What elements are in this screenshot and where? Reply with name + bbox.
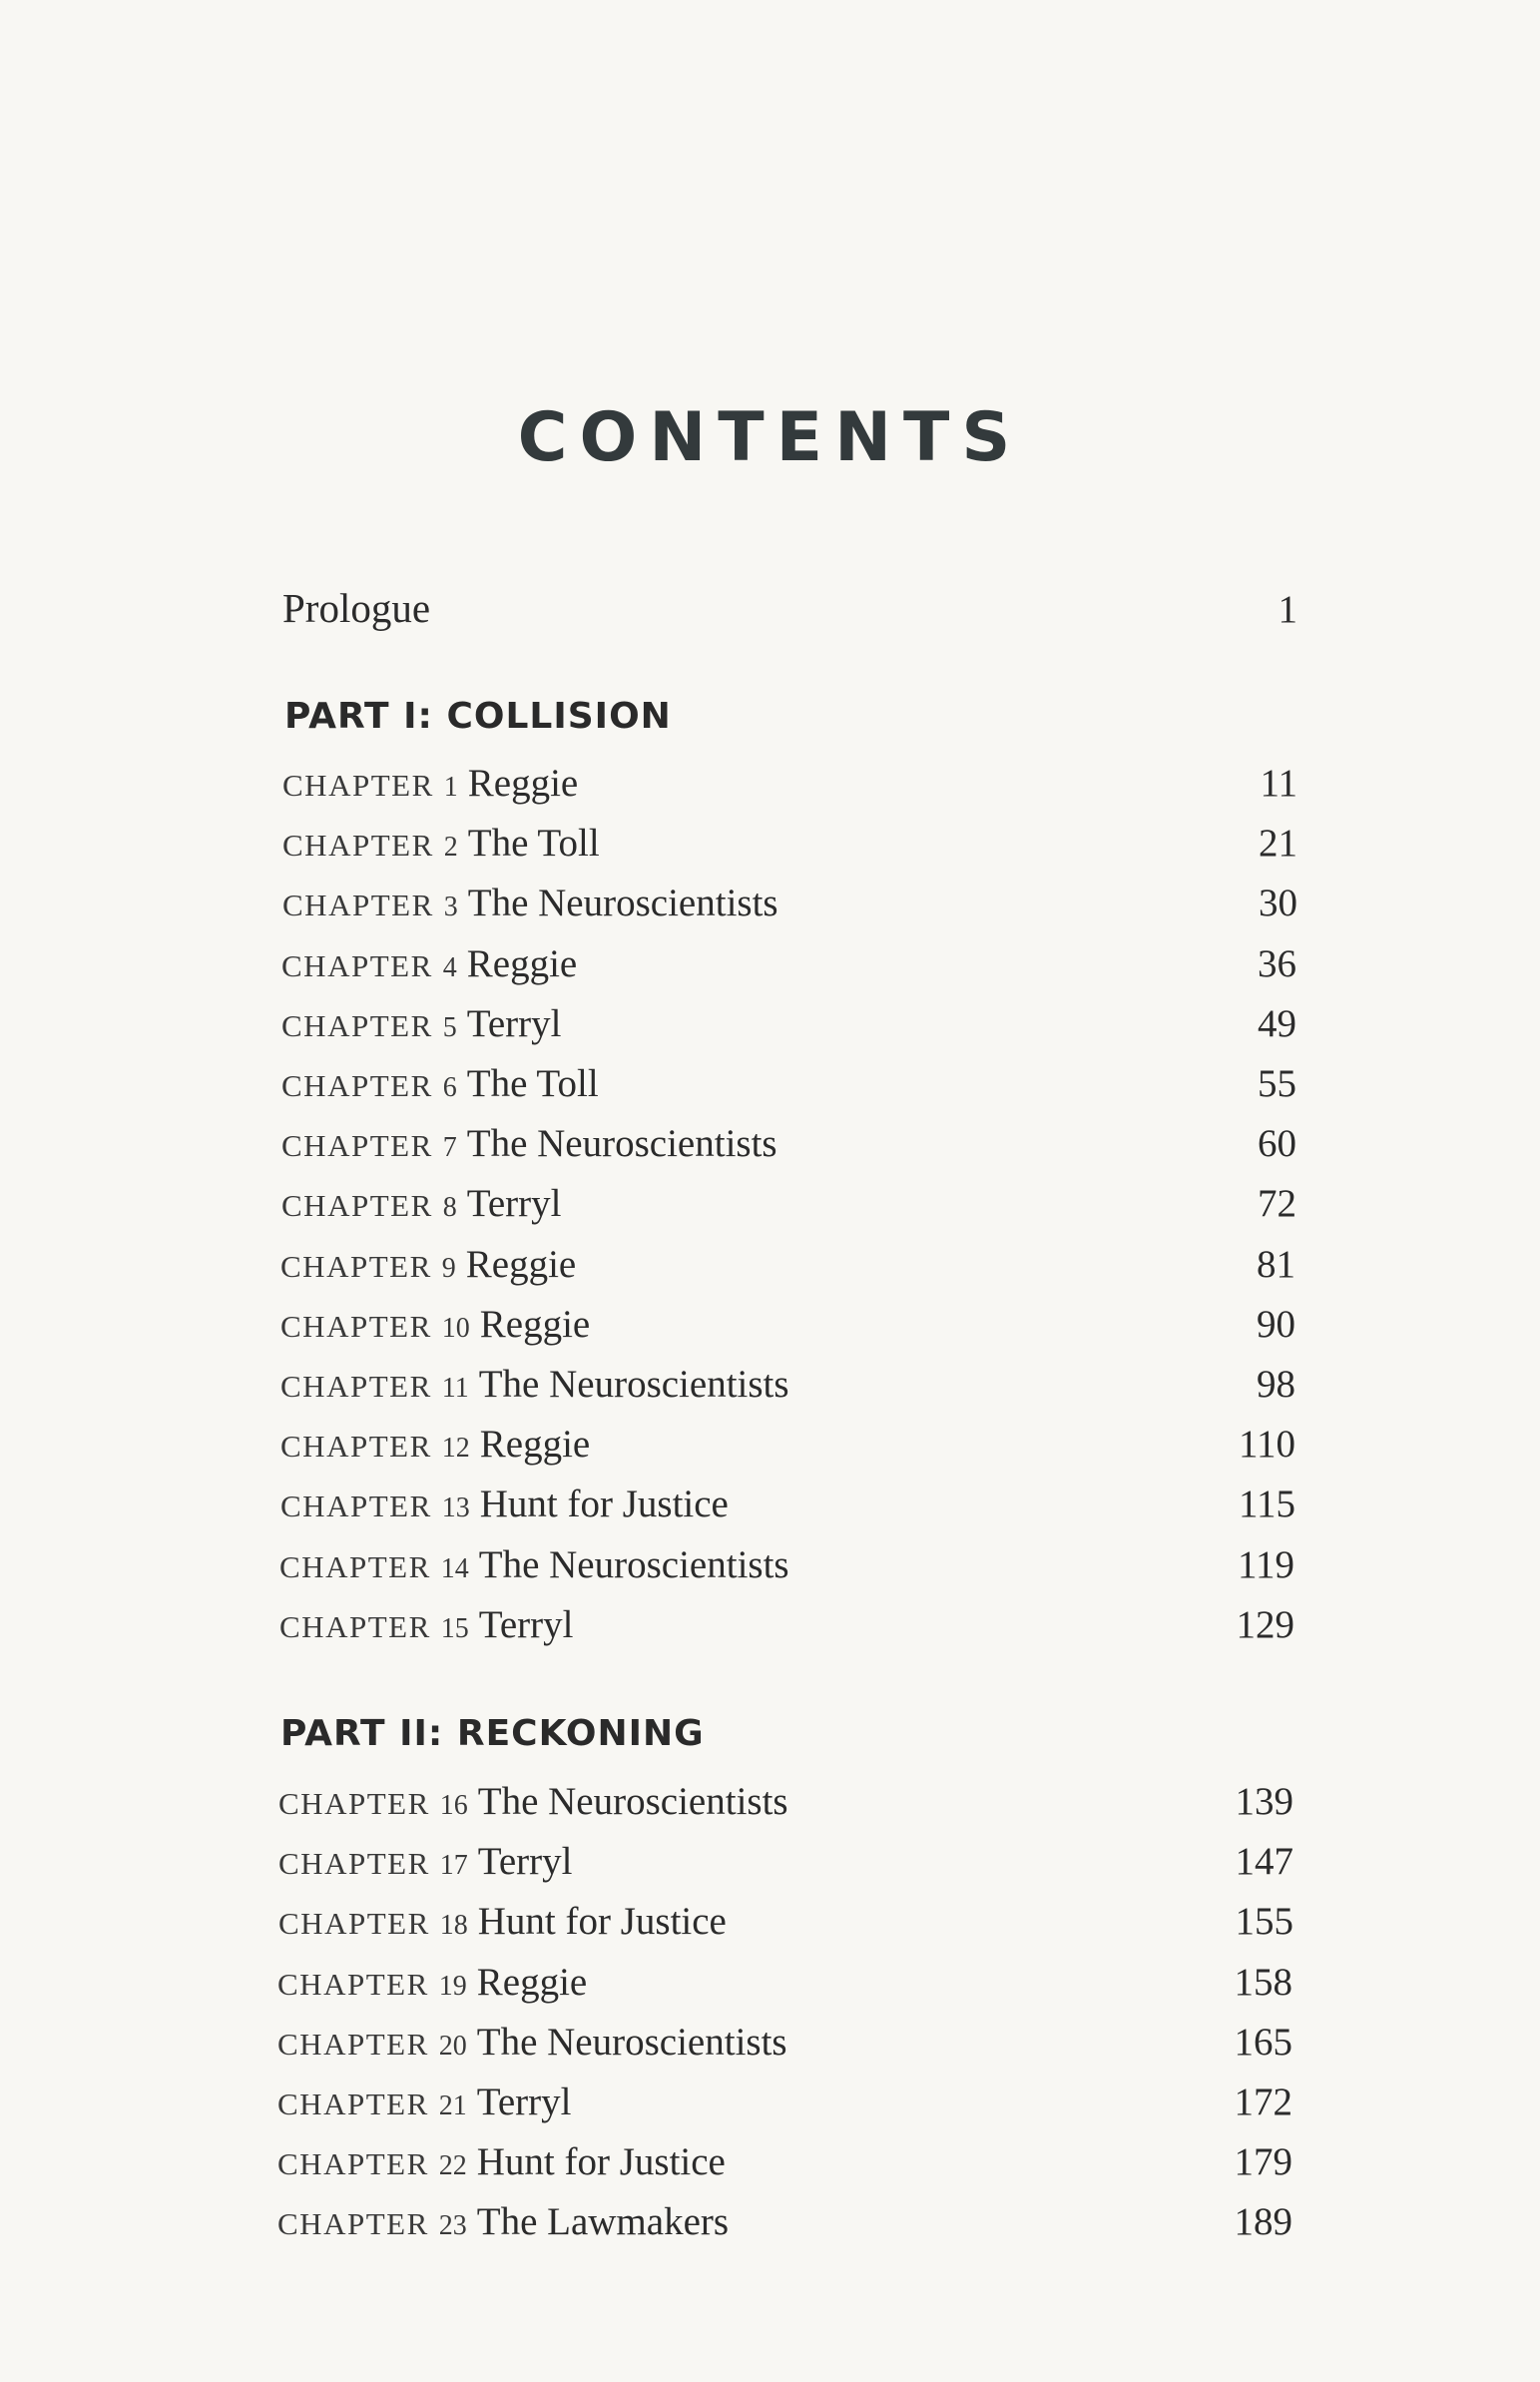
toc-entry-chapter[interactable]: [280, 1302, 1295, 1360]
page-number: 139: [1235, 1780, 1293, 1823]
chapter-prefix: CHAPTER: [277, 2146, 429, 2181]
chapter-number: 21: [438, 2090, 467, 2121]
chapter-number: 20: [438, 2031, 467, 2062]
chapter-prefix: CHAPTER: [280, 1429, 432, 1464]
page-number: 81: [1257, 1243, 1295, 1286]
page-number: 72: [1258, 1182, 1296, 1225]
chapter-label: [280, 1482, 729, 1526]
chapter-label: [281, 1001, 561, 1046]
toc-entry-chapter[interactable]: [277, 2080, 1292, 2137]
chapter-label: [278, 1779, 788, 1824]
toc-entry-chapter[interactable]: [280, 1482, 1295, 1539]
chapter-number: 6: [442, 1072, 457, 1103]
chapter-number: 23: [438, 2210, 467, 2241]
toc-entry-chapter[interactable]: [277, 1960, 1292, 2018]
chapter-number: 4: [442, 952, 457, 983]
chapter-number: 5: [442, 1012, 457, 1043]
page-number: 179: [1234, 2140, 1292, 2183]
chapter-prefix: CHAPTER: [278, 1786, 430, 1821]
chapter-number: 7: [442, 1132, 457, 1163]
chapter-label: [281, 941, 577, 986]
page-number: 36: [1258, 942, 1296, 985]
chapter-label: [278, 1839, 572, 1884]
chapter-number: 17: [439, 1850, 468, 1881]
chapter-number: 22: [438, 2150, 467, 2181]
chapter-label: [277, 2020, 787, 2065]
chapter-prefix: CHAPTER: [278, 1846, 430, 1881]
chapter-title: Hunt for Justice: [476, 2140, 726, 2183]
toc-entry-chapter[interactable]: [282, 821, 1297, 879]
chapter-prefix: CHAPTER: [281, 948, 433, 983]
chapter-title: The Neuroscientists: [467, 882, 778, 924]
toc-entry-chapter[interactable]: [279, 1602, 1294, 1660]
chapter-prefix: CHAPTER: [277, 2027, 429, 2062]
chapter-prefix: CHAPTER: [277, 1967, 429, 2002]
chapter-title: Terryl: [466, 1182, 562, 1225]
chapter-title: The Neuroscientists: [477, 1780, 788, 1823]
chapter-number: 16: [439, 1790, 468, 1821]
chapter-title: Reggie: [476, 1961, 588, 2004]
chapter-title: Terryl: [476, 2081, 572, 2123]
chapter-label: [277, 2139, 726, 2184]
page-title: CONTENTS: [517, 398, 1023, 477]
chapter-label: [279, 1542, 789, 1587]
page-number: 119: [1237, 1543, 1294, 1586]
chapter-number: 13: [441, 1492, 470, 1523]
chapter-title: The Neuroscientists: [466, 1122, 777, 1165]
toc-entry-chapter[interactable]: [278, 1839, 1293, 1897]
chapter-number: 10: [441, 1313, 470, 1344]
toc-entry-chapter[interactable]: [281, 1061, 1296, 1119]
chapter-number: 3: [443, 892, 458, 922]
chapter-label: [280, 1242, 576, 1287]
chapter-title: Hunt for Justice: [477, 1900, 727, 1943]
chapter-prefix: CHAPTER: [281, 1068, 433, 1103]
chapter-prefix: CHAPTER: [281, 1188, 433, 1223]
toc-entry-chapter[interactable]: [280, 1242, 1295, 1300]
chapter-prefix: CHAPTER: [282, 888, 434, 922]
chapter-label: [277, 2199, 729, 2244]
chapter-number: 2: [443, 832, 458, 863]
chapter-number: 12: [441, 1433, 470, 1464]
page-number: 165: [1234, 2021, 1292, 2064]
page-number: 189: [1234, 2200, 1292, 2243]
chapter-label: [277, 1960, 587, 2005]
toc-entry-chapter[interactable]: [280, 1362, 1295, 1420]
chapter-label: [281, 1181, 561, 1226]
toc-entry-prologue[interactable]: [282, 584, 1297, 642]
chapter-title: Reggie: [467, 762, 579, 805]
chapter-prefix: CHAPTER: [280, 1309, 432, 1344]
toc-entry-chapter[interactable]: [282, 881, 1297, 938]
chapter-label: [280, 1422, 590, 1467]
toc-entry-chapter[interactable]: [277, 2139, 1292, 2197]
chapter-prefix: CHAPTER: [281, 1008, 433, 1043]
chapter-prefix: CHAPTER: [282, 768, 434, 803]
part-heading: PART I: COLLISION: [284, 696, 672, 737]
chapter-label: [282, 761, 578, 806]
toc-entry-chapter[interactable]: [282, 761, 1297, 819]
chapter-number: 14: [440, 1553, 469, 1584]
chapter-prefix: CHAPTER: [279, 1549, 431, 1584]
toc-entry-chapter[interactable]: [281, 1121, 1296, 1179]
chapter-title: Hunt for Justice: [479, 1483, 729, 1525]
chapter-title: The Toll: [467, 822, 600, 865]
page-number: 129: [1236, 1603, 1294, 1646]
page-number: 49: [1258, 1002, 1296, 1045]
chapter-prefix: CHAPTER: [280, 1249, 432, 1284]
chapter-title: Reggie: [466, 942, 578, 985]
toc-entry-chapter[interactable]: [277, 2020, 1292, 2078]
page-number: 11: [1260, 762, 1297, 805]
entry-title: Prologue: [282, 585, 431, 631]
toc-entry-chapter[interactable]: [281, 1181, 1296, 1239]
chapter-title: The Lawmakers: [476, 2200, 730, 2243]
page-number: 155: [1235, 1900, 1293, 1943]
page-number: 110: [1238, 1423, 1295, 1466]
page-number: 21: [1259, 822, 1297, 865]
chapter-prefix: CHAPTER: [282, 828, 434, 863]
chapter-number: 11: [441, 1373, 469, 1404]
toc-entry-chapter[interactable]: [281, 1001, 1296, 1059]
chapter-label: [280, 1362, 789, 1407]
chapter-prefix: CHAPTER: [277, 2086, 429, 2121]
toc-entry-chapter[interactable]: [278, 1899, 1293, 1957]
chapter-label: [278, 1899, 727, 1944]
chapter-title: Terryl: [478, 1603, 574, 1646]
page-number: 98: [1257, 1363, 1295, 1406]
chapter-number: 15: [440, 1613, 469, 1644]
chapter-title: Terryl: [466, 1002, 562, 1045]
chapter-prefix: CHAPTER: [279, 1609, 431, 1644]
chapter-title: The Neuroscientists: [476, 2021, 787, 2064]
chapter-prefix: CHAPTER: [281, 1128, 433, 1163]
chapter-title: Reggie: [479, 1423, 591, 1466]
chapter-title: Reggie: [479, 1303, 591, 1346]
chapter-label: [282, 821, 600, 866]
page-number: 1: [1278, 588, 1297, 631]
page-number: 30: [1259, 882, 1297, 924]
chapter-label: [281, 1061, 599, 1106]
chapter-number: 18: [439, 1910, 468, 1941]
page-number: 115: [1238, 1483, 1295, 1525]
chapter-title: Terryl: [477, 1840, 573, 1883]
toc-entry-chapter[interactable]: [278, 1779, 1293, 1837]
chapter-title: Reggie: [465, 1243, 577, 1286]
chapter-label: [279, 1602, 573, 1647]
page-number: 90: [1257, 1303, 1295, 1346]
chapter-prefix: CHAPTER: [280, 1369, 432, 1404]
page-number: 172: [1234, 2081, 1292, 2123]
chapter-title: The Neuroscientists: [478, 1543, 789, 1586]
toc-entry-chapter[interactable]: [277, 2199, 1292, 2257]
toc-entry-chapter[interactable]: [279, 1542, 1294, 1600]
chapter-number: 1: [443, 772, 458, 803]
chapter-label: [281, 1121, 777, 1166]
page-number: 147: [1235, 1840, 1293, 1883]
chapter-title: The Neuroscientists: [478, 1363, 789, 1406]
chapter-number: 9: [441, 1253, 456, 1284]
page-number: 158: [1234, 1961, 1292, 2004]
page-number: 55: [1258, 1062, 1296, 1105]
page-number: 60: [1258, 1122, 1296, 1165]
chapter-prefix: CHAPTER: [277, 2206, 429, 2241]
toc-entry-chapter[interactable]: [280, 1422, 1295, 1480]
toc-entry-chapter[interactable]: [281, 941, 1296, 999]
chapter-label: [282, 881, 778, 925]
chapter-prefix: CHAPTER: [278, 1906, 430, 1941]
chapter-number: 8: [442, 1192, 457, 1223]
chapter-prefix: CHAPTER: [280, 1489, 432, 1523]
chapter-label: [280, 1302, 590, 1347]
chapter-number: 19: [438, 1971, 467, 2002]
part-heading: PART II: RECKONING: [280, 1713, 705, 1754]
chapter-title: The Toll: [466, 1062, 599, 1105]
chapter-label: [277, 2080, 571, 2124]
